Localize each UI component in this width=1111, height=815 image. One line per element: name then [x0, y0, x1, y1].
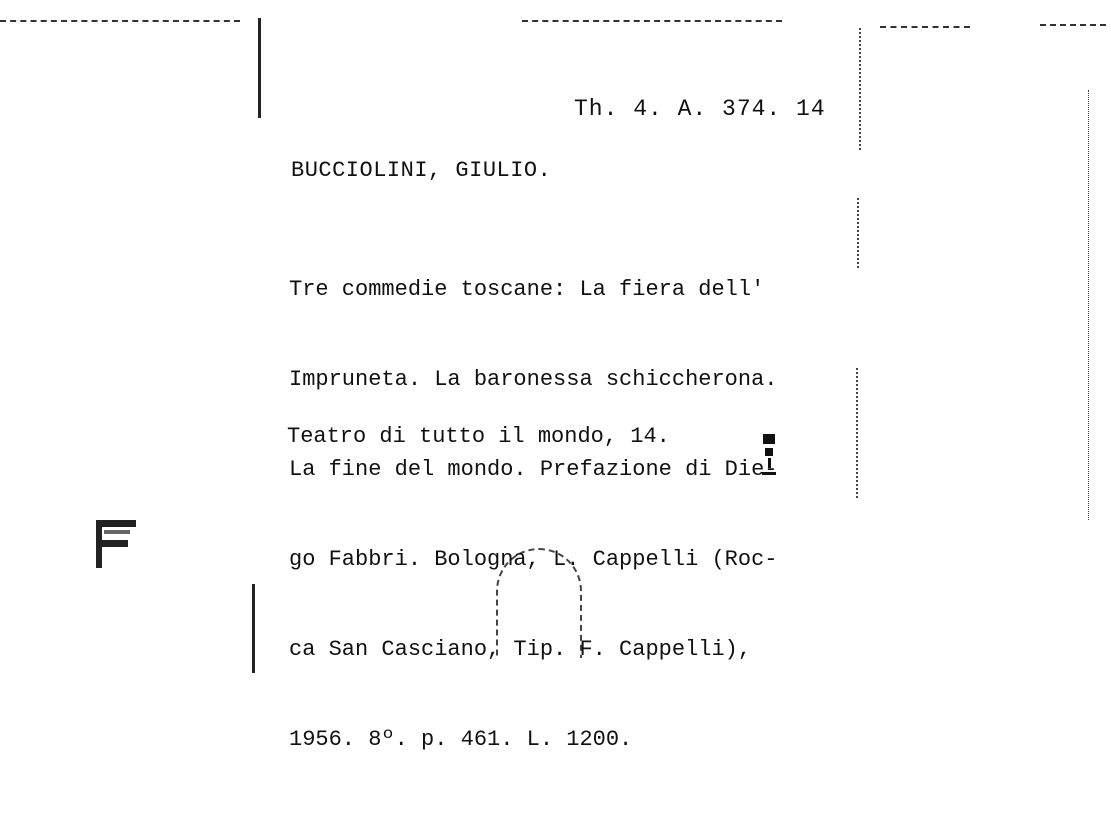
series-note: Teatro di tutto il mondo, 14. [287, 424, 670, 449]
author-heading: BUCCIOLINI, GIULIO. [291, 158, 552, 183]
left-bracket-top [258, 18, 261, 118]
right-edge-lower [856, 368, 858, 498]
description-line: Tre commedie toscane: La fiera dell' [289, 277, 765, 302]
bibliographic-description [289, 215, 777, 815]
top-left-dashed-edge [0, 20, 240, 22]
corner-stamp-icon [90, 516, 140, 572]
far-right-speckle-line [1088, 90, 1089, 520]
call-number: Th. 4. A. 374. 14 [574, 96, 826, 122]
description-line: 1956. 8º. p. 461. L. 1200. [289, 727, 633, 752]
top-right-dashed-edge [880, 26, 970, 28]
description-line: ca San Casciano, Tip. F. Cappelli), [289, 637, 752, 662]
description-line: La fine del mondo. Prefazione di Die- [289, 457, 778, 482]
right-edge-top [859, 28, 861, 150]
left-bracket-bottom [252, 584, 255, 673]
description-line: go Fabbri. Bologna, L. Cappelli (Roc- [289, 547, 778, 572]
top-far-right-dashed-edge [1040, 24, 1106, 26]
description-line: Impruneta. La baronessa schiccherona. [289, 367, 778, 392]
right-edge-middle [857, 198, 859, 268]
top-middle-dashed-edge [522, 20, 782, 22]
